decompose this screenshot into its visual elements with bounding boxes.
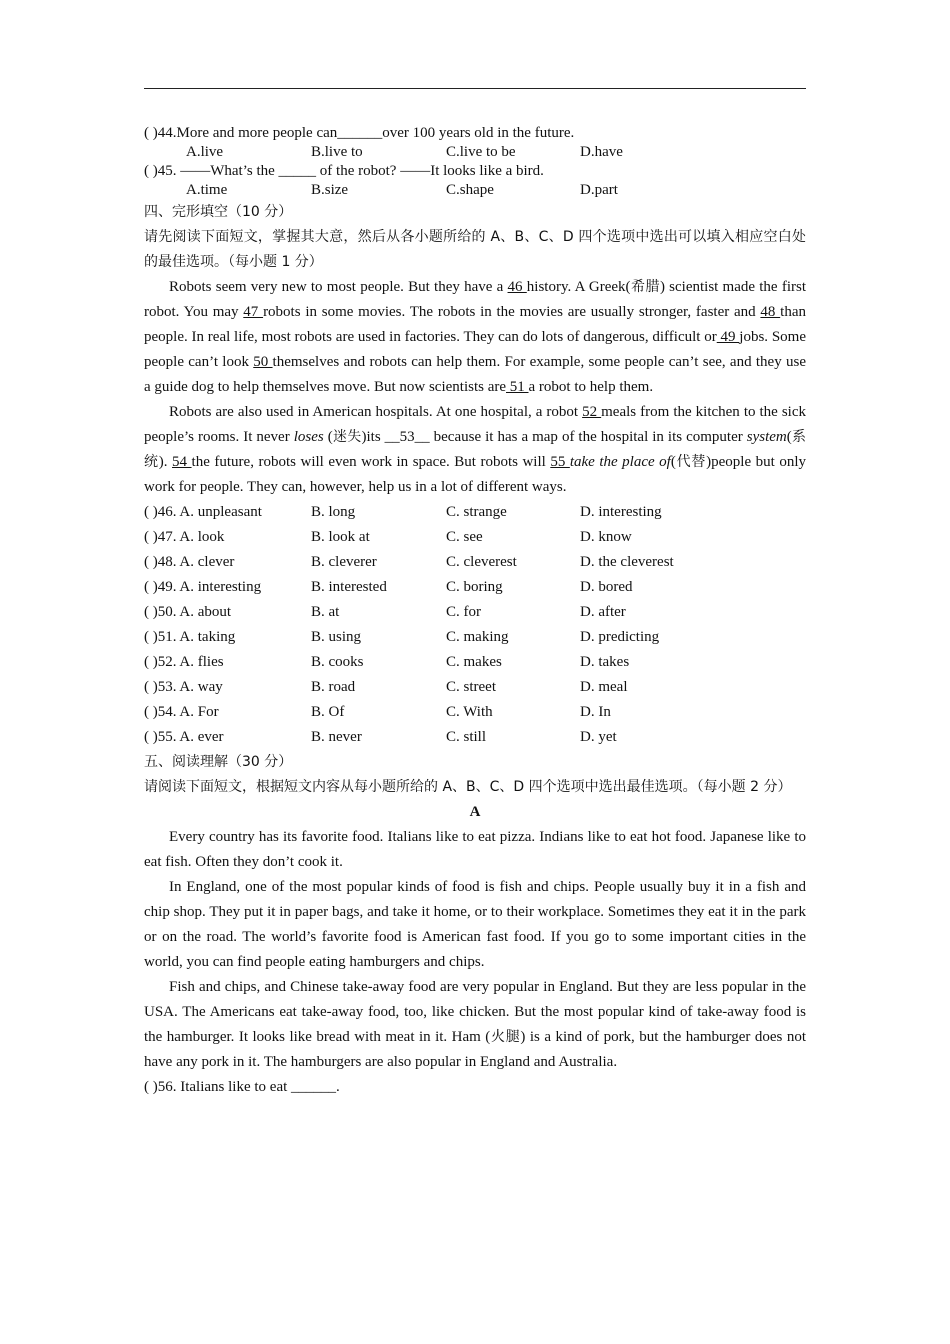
text: ). [158,454,173,470]
question-stem: ( )47. A. look [144,529,225,545]
question-row [144,700,806,725]
option-d: D. bored [580,579,633,595]
section-4-title: 四、完形填空（10 分） [144,204,293,220]
section-4-instruction: 请先阅读下面短文，掌握其大意，然后从各小题所给的 A、B、C、D 四个选项中选出可以填入相应空白处的最佳选项。（每小题 1 分） [144,229,806,270]
cloze-paragraph-2 [144,400,806,500]
option-d: D. takes [580,654,630,670]
blank-48: 48 [760,304,781,320]
text: Robots are also used in American hospitals. At one hospital, a robot [169,404,583,420]
text: )its __53__ because it has a map of the hospital in its computer [361,429,747,445]
text: jobs. Some people can’t look [144,329,806,370]
option-c: C. strange [446,504,507,520]
question-44-options [144,143,806,162]
blank-50: 50 [253,354,273,370]
option-b: B. long [311,504,356,520]
passage-label: A [469,804,481,820]
option-c: C. boring [446,579,503,595]
text: than people. In real life, most robots are used in factories. They can do lots of dangerous, difficult or [144,304,806,345]
blank-49: 49 [716,329,740,345]
question-44: ( )44.More and more people can______over 100 years old in the future. [144,125,575,141]
text: ) scientist made the first robot. You may [144,279,806,320]
option-c: C. see [446,529,483,545]
italic-term: take the place of [569,454,671,470]
question-row [144,675,806,700]
question-56: ( )56. Italians like to eat ______. [144,1079,340,1095]
question-row [144,650,806,675]
cloze-paragraph-1 [144,275,806,400]
text: the future, robots will even work in space. But robots will [191,454,551,470]
option-c: C. making [446,629,509,645]
option-c: C. With [446,704,493,720]
option-b: B. cooks [311,654,364,670]
section-5-title: 五、阅读理解（30 分） [144,754,293,770]
option-d: D. In [580,704,611,720]
question-45: ( )45. ——What’s the _____ of the robot? ——It looks like a bird. [144,163,544,179]
option-c: C. makes [446,654,502,670]
header-rule [144,88,806,89]
option-d: D.part [580,182,618,198]
text: robots in some movies. The robots in the movies are usually stronger, faster and [263,304,761,320]
text: ( [670,454,676,470]
text: Robots seem very new to most people. But they have a [169,279,508,295]
question-stem: ( )55. A. ever [144,729,224,745]
option-a: A.live [186,144,224,160]
option-d: D. meal [580,679,628,695]
text: ) is a kind of pork, but the hamburger does not have any pork in it. The hamburgers are also popular in England and Australia. [144,1029,806,1070]
option-b: B. cleverer [311,554,377,570]
italic-term: system [746,429,787,445]
document-body [144,124,806,1100]
option-b: B. interested [311,579,387,595]
question-row [144,525,806,550]
text: Fish and chips, and Chinese take-away food are very popular in England. But they are less popular in the USA. The Americans eat take-away food, too, like chicken. But the most popular kind of take-away food is the hamburger. It looks like bread with meat in it. Ham ( [144,979,806,1045]
blank-51: 51 [506,379,529,395]
option-a: A.time [186,182,228,198]
question-45-options [144,181,806,200]
cloze-questions [144,500,806,750]
option-c: C. for [446,604,481,620]
blank-47: 47 [243,304,264,320]
option-d: D. interesting [580,504,662,520]
reading-paragraph-2: In England, one of the most popular kinds of food is fish and chips. People usually buy it in a fish and chip shop. They put it in paper bags, and take it home, or to their workplace. Sometimes they eat it in the park or on the road. The world’s favorite food is American fast food. If you go to some important cities in the world, you can find people eating hamburgers and chips. [144,879,806,970]
question-stem: ( )53. A. way [144,679,223,695]
option-d: D. after [580,604,626,620]
option-b: B. never [311,729,362,745]
blank-54: 54 [172,454,192,470]
text: ( [323,429,333,445]
option-d: D.have [580,144,623,160]
option-d: D. predicting [580,629,660,645]
option-b: B. using [311,629,362,645]
chinese-gloss: 迷失 [332,429,362,445]
reading-paragraph-3 [144,975,806,1075]
text: meals from the kitchen to the sick people’s rooms. It never [144,404,807,445]
option-d: D. know [580,529,632,545]
question-row [144,550,806,575]
option-b: B. Of [311,704,345,720]
option-c: C. cleverest [446,554,517,570]
chinese-gloss: 希腊 [630,279,660,295]
text: a robot to help them. [528,379,654,395]
text: )people but only work for people. They can, however, help us in a lot of different ways. [144,454,806,495]
question-row [144,600,806,625]
blank-46: 46 [507,279,527,295]
question-row [144,725,806,750]
question-row [144,500,806,525]
question-row [144,625,806,650]
section-5-instruction: 请阅读下面短文，根据短文内容从每小题所给的 A、B、C、D 四个选项中选出最佳选项。（每小题 2 分） [144,779,792,795]
option-c: C.shape [446,182,494,198]
question-stem: ( )48. A. clever [144,554,235,570]
option-d: D. the cleverest [580,554,674,570]
option-b: B. road [311,679,356,695]
option-c: C. still [446,729,487,745]
question-row [144,575,806,600]
option-c: C. street [446,679,496,695]
option-b: B. at [311,604,340,620]
question-stem: ( )52. A. flies [144,654,224,670]
text: themselves and robots can help them. For example, some people can’t see, and they use a guide dog to help themselves move. But now scientists are [144,354,806,395]
option-b: B. look at [311,529,370,545]
question-stem: ( )50. A. about [144,604,232,620]
question-stem: ( )49. A. interesting [144,579,262,595]
question-stem: ( )54. A. For [144,704,219,720]
reading-paragraph-1: Every country has its favorite food. Italians like to eat pizza. Indians like to eat hot food. Japanese like to eat fish. Often they don’t cook it. [144,829,806,870]
question-stem: ( )51. A. taking [144,629,236,645]
option-b: B.size [311,182,349,198]
option-c: C.live to be [446,144,516,160]
text: history. A Greek( [526,279,631,295]
option-b: B.live to [311,144,363,160]
text: ( [786,429,792,445]
blank-52: 52 [582,404,602,420]
italic-term: loses [293,429,324,445]
option-d: D. yet [580,729,617,745]
chinese-gloss: 代替 [675,454,707,470]
blank-55: 55 [550,454,570,470]
chinese-gloss: 火腿 [490,1029,521,1045]
question-stem: ( )46. A. unpleasant [144,504,262,520]
chinese-gloss: 系统 [144,429,807,470]
